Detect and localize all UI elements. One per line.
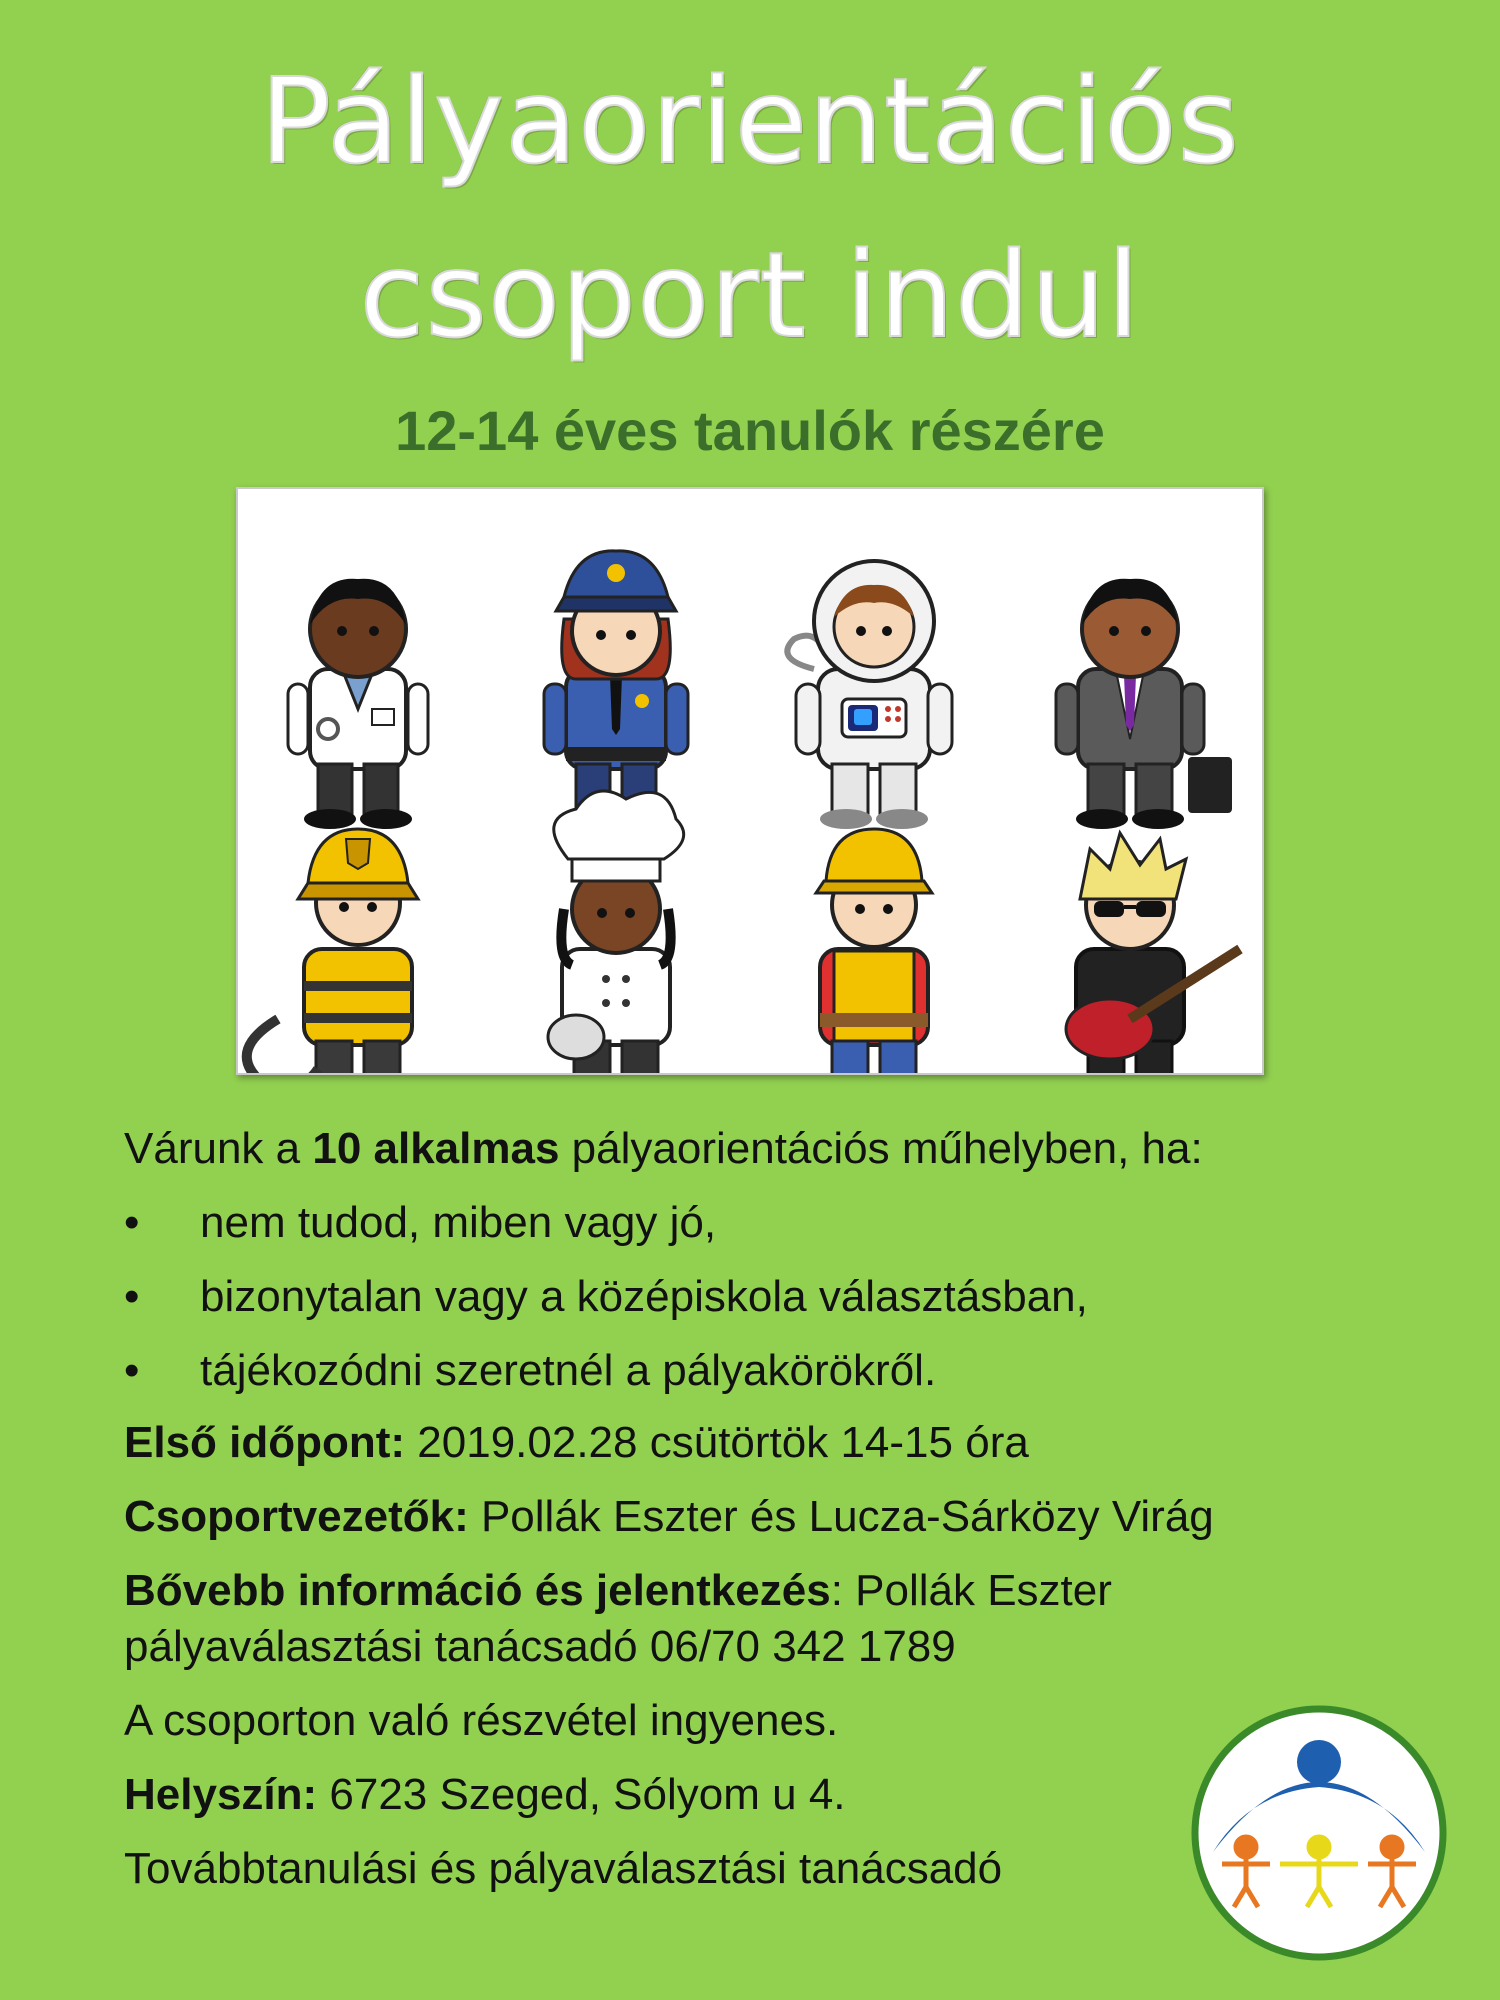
title-line-2: csoport indul (359, 226, 1141, 364)
info-line-2: pályaválasztási tanácsadó 06/70 342 1789 (124, 1622, 956, 1671)
info-line-1 (124, 1566, 1404, 1616)
doctor-icon (288, 579, 428, 829)
organization-name: Továbbtanulási és pályaválasztási tanácsadó (124, 1844, 1003, 1893)
location-value: 6723 Szeged, Sólyom u 4. (317, 1770, 846, 1819)
professions-illustration (236, 487, 1264, 1075)
businessman-icon (1056, 579, 1232, 829)
first-date-value: 2019.02.28 csütörtök 14-15 óra (405, 1418, 1029, 1467)
intro-line (124, 1124, 1404, 1174)
police-officer-icon (544, 551, 688, 829)
bullet-text: tájékozódni szeretnél a pályakörökről. (200, 1346, 937, 1395)
intro-bold: 10 alkalmas (312, 1124, 560, 1173)
astronaut-icon (787, 561, 952, 829)
firefighter-icon (247, 829, 418, 1073)
musician-icon (1066, 833, 1240, 1073)
organization-logo (1188, 1702, 1450, 1964)
construction-worker-icon (816, 829, 932, 1073)
chef-icon (548, 791, 684, 1073)
first-date-line (124, 1418, 1404, 1468)
subtitle: 12-14 éves tanulók részére (395, 399, 1105, 462)
intro-prefix: Várunk a (124, 1124, 313, 1173)
title-line-1: Pályaorientációs (260, 52, 1240, 190)
leaders-label: Csoportvezetők: (124, 1492, 469, 1541)
leaders-line (124, 1492, 1404, 1542)
info-value-1: : Pollák Eszter (830, 1566, 1112, 1615)
bullet-text: nem tudod, miben vagy jó, (200, 1198, 717, 1247)
info-label: Bővebb információ és jelentkezés (124, 1566, 831, 1615)
first-date-label: Első időpont: (124, 1418, 406, 1467)
bullet-dot: • (124, 1272, 140, 1321)
intro-suffix: pályaorientációs műhelyben, ha: (559, 1124, 1203, 1173)
bullet-text: bizonytalan vagy a középiskola választásban, (200, 1272, 1088, 1321)
bullet-dot: • (124, 1346, 140, 1395)
location-label: Helyszín: (124, 1770, 318, 1819)
bullet-dot: • (124, 1198, 140, 1247)
free-text: A csoporton való részvétel ingyenes. (124, 1696, 839, 1745)
leaders-value: Pollák Eszter és Lucza-Sárközy Virág (468, 1492, 1214, 1541)
